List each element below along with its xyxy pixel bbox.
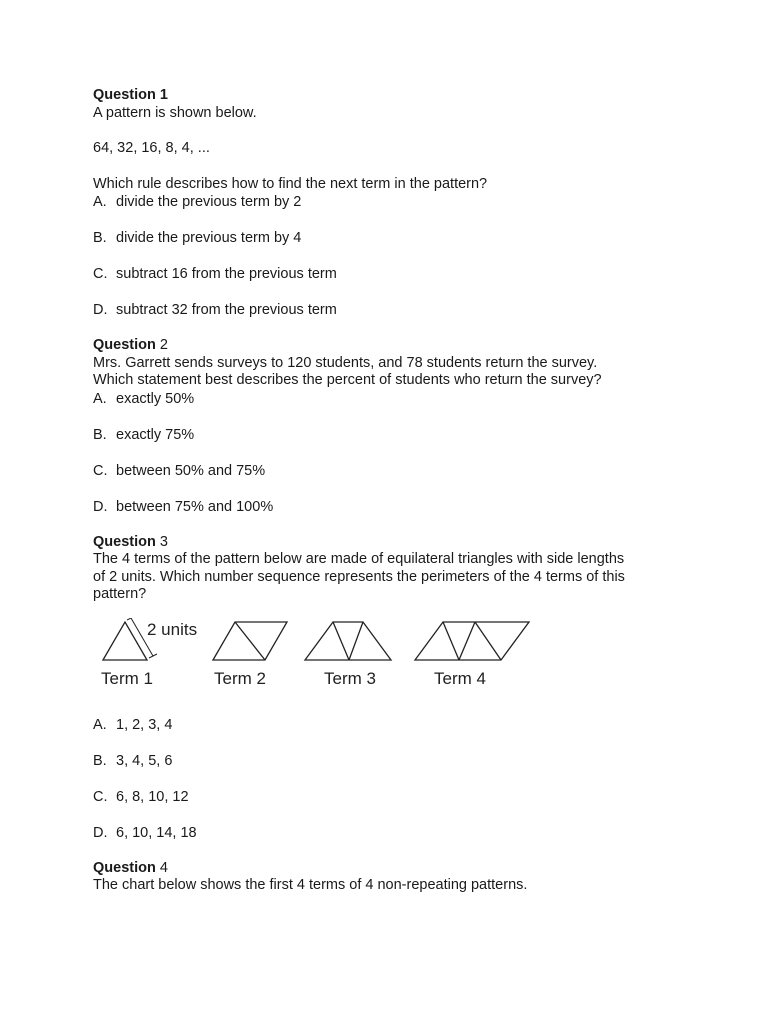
term-1-triangle xyxy=(103,622,147,660)
question-1-heading xyxy=(93,87,683,105)
question-2-option-a[interactable]: A. exactly 50% xyxy=(93,390,195,407)
triangle-pattern-figure xyxy=(101,618,541,698)
question-4-label: Question xyxy=(93,859,156,876)
term-3-label: Term 3 xyxy=(324,668,376,688)
term-2-label: Term 2 xyxy=(214,668,266,688)
question-2-option-d[interactable]: D. between 75% and 100% xyxy=(93,498,274,515)
question-2-option-c[interactable]: C. between 50% and 75% xyxy=(93,462,266,479)
question-1-sequence: 64, 32, 16, 8, 4, ... xyxy=(93,140,210,156)
question-2-option-b[interactable]: B. exactly 75% xyxy=(93,426,195,443)
question-4-heading xyxy=(93,860,683,878)
question-4-number: 4 xyxy=(155,859,168,876)
question-2-line-1: Mrs. Garrett sends surveys to 120 students, and 78 students return the survey. xyxy=(93,354,598,371)
worksheet xyxy=(93,87,683,895)
units-label: 2 units xyxy=(147,619,198,639)
question-2-number: 2 xyxy=(155,337,168,353)
question-2-label: Question xyxy=(93,337,156,353)
question-1-option-b[interactable]: B. divide the previous term by 4 xyxy=(93,230,302,246)
question-1-option-c[interactable]: C. subtract 16 from the previous term xyxy=(93,266,337,282)
question-3-heading xyxy=(93,534,683,552)
question-1-intro: A pattern is shown below. xyxy=(93,104,257,121)
question-4-text: The chart below shows the first 4 terms of 4 non-repeating patterns. xyxy=(93,877,528,893)
question-3-number: 3 xyxy=(155,533,168,550)
term-1-label: Term 1 xyxy=(101,668,153,688)
question-3-line-3: pattern? xyxy=(93,586,147,602)
question-1-prompt: Which rule describes how to find the next term in the pattern? xyxy=(93,175,488,192)
term-4-label: Term 4 xyxy=(434,668,486,688)
term-3-shape xyxy=(305,622,391,660)
question-3-line-2: of 2 units. Which number sequence represents the perimeters of the 4 terms of this xyxy=(93,568,625,585)
question-3-line-1: The 4 terms of the pattern below are made of equilateral triangles with side lengths xyxy=(93,551,625,567)
question-3-option-d[interactable]: D. 6, 10, 14, 18 xyxy=(93,824,197,841)
question-3-option-b[interactable]: B. 3, 4, 5, 6 xyxy=(93,752,173,769)
question-2-line-2: Which statement best describes the percent of students who return the survey? xyxy=(93,372,602,388)
question-1-label: Question 1 xyxy=(93,87,168,103)
question-1-option-a[interactable]: A. divide the previous term by 2 xyxy=(93,194,302,210)
question-3-option-a[interactable]: A. 1, 2, 3, 4 xyxy=(93,716,173,733)
question-1-option-d[interactable]: D. subtract 32 from the previous term xyxy=(93,302,337,318)
question-2-heading xyxy=(93,337,683,355)
question-3-label: Question xyxy=(93,533,156,550)
question-3-option-c[interactable]: C. 6, 8, 10, 12 xyxy=(93,788,189,805)
